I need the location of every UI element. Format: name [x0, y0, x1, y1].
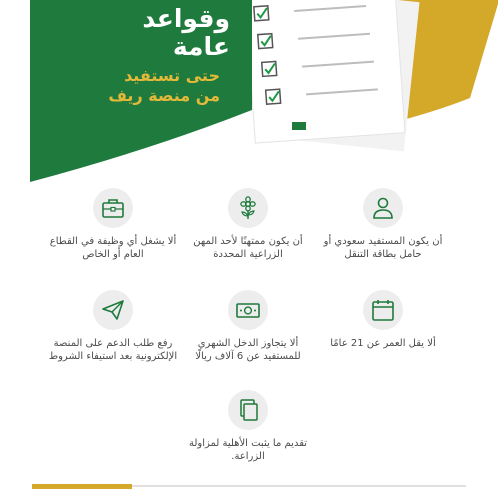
icon-circle: [93, 188, 133, 228]
documents-icon: [235, 397, 261, 423]
condition-text: ألا يشغل أي وظيفة في القطاع العام أو الخاص: [49, 236, 177, 260]
bottom-divider-accent: [32, 484, 132, 489]
condition-text: أن يكون المستفيد سعودي أو حامل بطاقة التنقل: [323, 236, 443, 260]
condition-card: [318, 188, 448, 261]
icon-circle: [363, 188, 403, 228]
condition-card: [48, 290, 178, 363]
paper-clip: [292, 122, 306, 130]
condition-card: [318, 290, 448, 350]
hero-graphic: [0, 0, 498, 185]
hero-subtitle-line: حتى تستفيد: [124, 66, 220, 85]
condition-card: [183, 290, 313, 363]
icon-circle: [228, 188, 268, 228]
bottom-divider: [32, 484, 466, 489]
cash-icon: [235, 297, 261, 323]
flower-icon: [235, 195, 261, 221]
condition-card: [183, 390, 313, 463]
calendar-icon: [370, 297, 396, 323]
condition-card: [48, 188, 178, 261]
briefcase-icon: [100, 195, 126, 221]
condition-text: أن يكون ممتهنًا لأحد المهن الزراعية المحددة: [193, 236, 303, 260]
icon-circle: [93, 290, 133, 330]
paper-plane-icon: [100, 297, 126, 323]
icon-circle: [363, 290, 403, 330]
condition-text: تقديم ما يثبت الأهلية لمزاولة الزراعة.: [188, 438, 308, 462]
hero-title-line: وقواعد: [142, 4, 230, 33]
condition-card: [183, 188, 313, 261]
hero-title-line: عامة: [172, 32, 230, 61]
person-icon: [370, 195, 396, 221]
bottom-divider-line: [132, 485, 466, 487]
icon-circle: [228, 290, 268, 330]
hero-banner: [0, 0, 498, 185]
condition-text: رفع طلب الدعم على المنصة الإلكترونية بعد استيفاء الشروط: [48, 338, 178, 362]
condition-text: ألا يتجاوز الدخل الشهري للمستفيد عن 6 آلاف ريالًا: [195, 338, 301, 362]
hero-subtitle-line: من منصة ريف: [108, 86, 220, 105]
condition-text: ألا يقل العمر عن 21 عامًا: [330, 338, 436, 349]
icon-circle: [228, 390, 268, 430]
